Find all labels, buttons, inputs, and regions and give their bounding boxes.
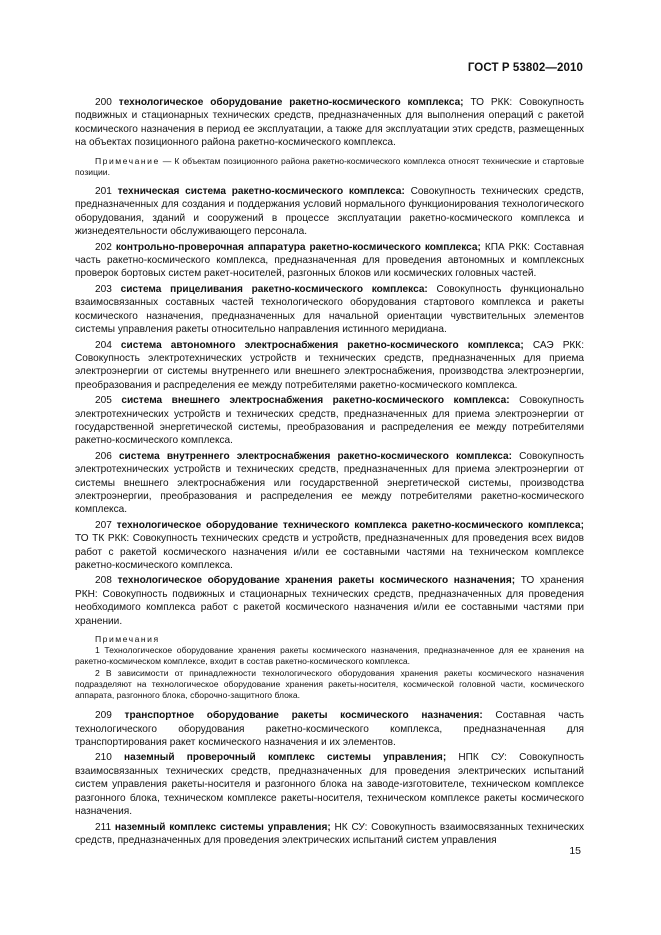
term-entry-202 [75,241,584,281]
entry-definition: НК СУ: Совокупность взаимосвязанных технических средств, предназначенных для проведения электрических испытаний систем управления [75,821,584,846]
term-entry-204 [75,339,584,393]
term-entry-208 [75,574,584,628]
page-number: 15 [569,845,581,857]
entry-term: технологическое оборудование ракетно-космического комплекса; [118,97,464,108]
entry-term: технологическое оборудование технического комплекса ракетно-космического комплекса; [116,519,584,531]
entry-number: 209 [95,710,112,722]
note-label: Примечание [95,155,160,166]
entry-definition: ТО РКК: Совокупность подвижных и стационарных технических средств, предназначенных для выполнения операций с ракетой космического назначения в период ее эксплуатации, а также для эксплуатации этих средств, размещенных на объектах позиционного района ракетно-космического комплекса. [75,97,585,149]
term-entry-211 [75,821,584,848]
entry-term: наземный комплекс системы управления; [114,821,331,833]
term-entry-201 [75,185,584,239]
entry-definition: КПА РКК: Составная часть ракетно-космического комплекса, предназначенная для проведения автономных и комплексных проверок бортовых систем ракет-носителей, разгонных блоков или космических головных частей. [75,241,584,280]
entry-term: технологическое оборудование хранения ракеты космического назначения; [117,575,516,587]
entry-number: 207 [95,519,112,531]
term-entry-207 [75,519,584,573]
notes-title: Примечания [95,634,160,645]
term-entry-209 [75,709,584,749]
entry-number: 208 [95,575,112,587]
note-text: — К объектам позиционного района ракетно-космического комплекса относят технические и стартовые позиции. [75,155,584,177]
term-entry-200 [75,96,584,150]
entry-definition: Совокупность электротехнических устройств и технических средств, предназначенных для приема электроэнергии от государственной энергетической системы, преобразования и распределения ее между потребителями ракетно-космического комплекса. [75,395,584,447]
term-entry-210 [75,751,584,818]
entry-number: 211 [95,821,112,833]
entry-number: 202 [95,241,112,253]
entry-term: наземный проверочный комплекс системы управления; [124,752,447,764]
entry-number: 205 [95,395,112,407]
entry-definition: Совокупность функционально взаимосвязанных составных частей технологического оборудования стартового комплекса и ракеты космического назначения, предназначенных для начальной ориентации чувствительных элементов системы управления ракеты относительно направления истинного меридиана. [75,283,584,336]
note-item: 1 Технологическое оборудование хранения ракеты космического назначения, предназначенное для ее хранения на ракетно-космическом комплексе, входит в состав ракетно-космического комплекса. [75,645,584,667]
entry-term: система автономного электроснабжения ракетно-космического комплекса; [120,339,524,351]
entry-definition: ТО ТК РКК: Совокупность технических средств и устройств, предназначенных для проведения всех видов работ с ракетой космического назначения и/или ее составными частями на техническом комплексе ракетно-космического комплекса. [75,533,584,571]
entry-number: 203 [95,283,112,295]
note-200 [75,156,584,178]
entry-number: 206 [95,450,112,462]
document-code: ГОСТ Р 53802—2010 [467,62,583,74]
entry-definition: Совокупность электротехнических устройств и технических средств, предназначенных для приема электроэнергии от системы внешнего электроснабжения или государственной энергетической системы, производства электроэнергии, преобразования и распределения ее между потребителями ракетно-космического комплекса. [75,450,584,516]
entry-term: контрольно-проверочная аппаратура ракетно-космического комплекса; [115,241,481,253]
entry-number: 200 [95,97,112,108]
term-entry-206 [75,450,584,517]
entry-term: транспортное оборудование ракеты космического назначения: [124,710,483,722]
entry-definition: ТО хранения РКН: Совокупность подвижных и стационарных технических средств, предназначенных для проведения необходимого комплекса работ с ракетой космического назначения и/или ее составными частями при хранении. [75,575,584,627]
entry-definition: НПК СУ: Совокупность взаимосвязанных технических средств, предназначенных для проведения электрических испытаний систем управления ракеты-носителя и разгонного блока на заводе-изготовителе, техническом комплексе разгонного блока, техническом комплексе ракеты-носителя, техническом комплексе ракеты космического назначения. [75,752,585,818]
entry-definition: САЭ РКК: Совокупность электротехнических устройств и технических средств, предназначенных для приема электроэнергии от системы внутреннего или внешнего электроснабжения, производства электроэнергии, преобразования и распределения ее между потребителями ракетно-космического комплекса. [75,339,584,391]
entry-number: 201 [95,186,112,198]
entry-number: 204 [95,339,112,351]
entry-definition: Составная часть технологического оборудования ракетно-космического комплекса, предназначенная для транспортирования ракет космического назначения и их элементов. [75,710,585,749]
entry-term: система внешнего электроснабжения ракетно-космического комплекса: [121,395,510,407]
entry-term: техническая система ракетно-космического комплекса: [117,186,405,198]
entry-definition: Совокупность технических средств, предназначенных для создания и поддержания условий нормального функционирования технологического оборудования, зданий и сооружений в процессе эксплуатации ракетно-космического комплекса и жизнедеятельности обслуживающего персонала. [75,186,584,238]
term-entry-203 [75,283,584,337]
document-body [75,96,584,849]
term-entry-205 [75,394,584,448]
note-item: 2 В зависимости от принадлежности технологического оборудования хранения ракеты космического назначения подразделяют на технологическое оборудование хранения ракеты-носителя, космической головной части, космического аппарата, разгонного блока, сборочно-защитного блока. [75,667,584,701]
entry-number: 210 [95,752,112,764]
entry-term: система внутреннего электроснабжения ракетно-космического комплекса: [118,450,512,462]
entry-term: система прицеливания ракетно-космического комплекса: [120,283,428,295]
notes-208 [75,634,584,701]
